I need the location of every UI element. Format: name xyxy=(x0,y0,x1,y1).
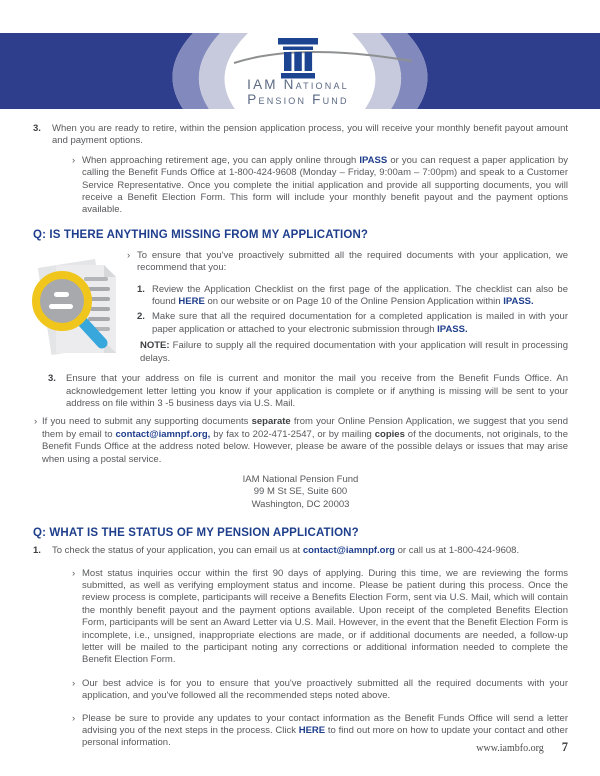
text-segment: on our website or on Page 10 of the Online Pension Application within xyxy=(204,296,504,308)
text-segment: Please be sure to provide any updates to your contact information as the Benefit Funds Office will send a letter advising you of the next steps in the process. Click xyxy=(82,712,568,737)
list-number: 3. xyxy=(33,123,41,134)
list-item-checklist xyxy=(137,284,568,309)
text-segment: or you can request a paper application by calling the Benefit Funds Office at 1-800-424-9608 (Monday – Friday, 9:00am – 7:00pm) and speak to a Customer Service Representative. Once you complete the initial application and provide all supporting documents, you will receive a Benefit Election Form. This form will include your monthly benefit payout and the payment options available. xyxy=(82,154,568,216)
page-body xyxy=(33,123,568,750)
list-number: 2. xyxy=(137,311,145,323)
text-segment: from your Online Pension Application, we suggest that you send them by email to xyxy=(42,416,568,440)
question-heading-missing: Q: IS THERE ANYTHING MISSING FROM MY APPLICATION? xyxy=(33,228,369,241)
bullet-marker: › xyxy=(127,249,131,261)
text-segment: If you need to submit any supporting documents xyxy=(42,416,252,428)
text-segment: Review the Application Checklist on the first page of the application. The checklist can also be found xyxy=(152,283,568,308)
band-left xyxy=(0,33,193,109)
bullet-marker: › xyxy=(72,677,76,689)
page-number: 7 xyxy=(561,740,568,754)
text-segment: Failure to supply all the required documentation with your application will result in processing delays. xyxy=(140,340,568,364)
document-magnifier-icon xyxy=(28,255,130,361)
bullet-best-advice xyxy=(72,678,568,703)
text-segment: Most status inquiries occur within the first 90 days of applying. During this time, we are reviewing the forms submitted, as well as verifying employment status and income. Please be patient during this process. Once the review process is complete, participants will receive a Benefits Election Form, sent via U.S. Mail, which will contain the monthly benefit payout and the payment options available. Upon receipt of the completed Benefits Election Form, participants will be sent an Award Letter via U.S. Mail. However, in the event that the Benefit Election Form is incomplete, i.e., unsigned, inappropriate elections are made, or if additional documents are needed, a follow-up letter will be mailed to the participant noting any corrections or additional information needed to complete the Benefit Election Form. xyxy=(82,567,568,666)
bullet-status-inquiries xyxy=(72,568,568,667)
list-item-documentation xyxy=(137,311,568,336)
bullet-text xyxy=(42,416,568,466)
list-item-address-on-file xyxy=(48,373,568,410)
text-segment: or call us at 1-800-424-9608. xyxy=(394,545,520,557)
question-heading-status: Q: WHAT IS THE STATUS OF MY PENSION APPLICATION? xyxy=(33,527,359,540)
inline-link[interactable]: HERE xyxy=(298,725,326,737)
note-paragraph xyxy=(140,340,568,365)
text-segment: When you are ready to retire, within the pension application process, you will receive your monthly benefit payout amount and payment options. xyxy=(52,123,568,147)
bullet-marker: › xyxy=(34,416,38,428)
footer-website-link[interactable]: www.iambfo.org xyxy=(476,743,544,754)
band-right xyxy=(407,33,600,109)
section-anything-missing xyxy=(33,229,568,410)
text-segment: NOTE: xyxy=(140,340,170,352)
bullet-text xyxy=(82,678,568,703)
list-number: 3. xyxy=(48,373,56,385)
text-segment: When approaching retirement age, you can apply online through xyxy=(82,154,360,166)
header-banner xyxy=(0,33,600,109)
inline-link[interactable]: HERE xyxy=(178,296,205,308)
text-segment: Ensure that your address on file is current and monitor the mail you receive from the Benefit Funds Office. An acknowledgement letter letting you know if your application is complete or if anything is missing will be sent to your address on file within 3 -5 business days via U.S. Mail. xyxy=(66,373,568,409)
logo-text-line1: IAM National xyxy=(247,77,349,92)
bullet-submit-documents xyxy=(34,416,568,466)
list-item-text xyxy=(52,545,568,557)
text-segment: of the documents, not originals, to the Benefit Funds Office at the address noted below. However, please be aware of the possible delays or issues that may arise when using a postal service. xyxy=(42,428,568,465)
text-segment: copies xyxy=(374,428,405,440)
list-item-text xyxy=(66,373,568,410)
list-item-check-status xyxy=(33,545,568,557)
bullet-text xyxy=(82,155,568,217)
text-segment: to find out more on how to update your contact and other personal information. xyxy=(82,725,568,749)
bullet-marker: › xyxy=(72,154,76,166)
inline-link[interactable]: IPASS. xyxy=(437,323,468,335)
column-building-icon xyxy=(278,38,318,79)
bullet-marker: › xyxy=(72,567,76,579)
page-footer xyxy=(476,740,568,755)
list-number: 1. xyxy=(137,283,145,295)
text-segment: separate xyxy=(251,416,291,428)
header-swoosh-graphic xyxy=(0,33,600,109)
address-line: 99 M St SE, Suite 600 xyxy=(253,486,348,498)
bullet-text xyxy=(82,568,568,667)
text-segment: To ensure that you've proactively submitted all the required documents with your application, we recommend that you: xyxy=(137,249,568,274)
list-item-text xyxy=(152,284,568,309)
text-segment: Make sure that all the required documentation for a completed application is mailed in with your paper application or attached to your electronic submission through xyxy=(152,311,568,335)
text-segment: by fax to 202-471-2547, or by mailing xyxy=(210,428,375,440)
list-item-retire xyxy=(33,123,568,148)
inline-link[interactable]: contact@iamnpf.org, xyxy=(115,428,211,440)
bullet-marker: › xyxy=(72,712,76,724)
logo-text-line2: Pension Fund xyxy=(247,92,349,107)
inline-link[interactable]: IPASS. xyxy=(503,296,534,308)
inline-link[interactable]: contact@iamnpf.org xyxy=(302,545,395,557)
mailing-address xyxy=(33,474,568,511)
address-line: IAM National Pension Fund xyxy=(242,473,359,485)
bullet-ensure-documents xyxy=(127,250,568,275)
address-line: Washington, DC 20003 xyxy=(251,498,350,510)
inline-link[interactable]: IPASS xyxy=(359,154,388,166)
text-segment: To check the status of your application, you can email us at xyxy=(52,545,303,557)
bullet-text xyxy=(137,250,568,275)
text-segment: Our best advice is for you to ensure that you've proactively submitted all the required documents with your application, and you've followed all the recommended steps noted above. xyxy=(82,677,568,702)
list-number: 1. xyxy=(33,545,41,557)
list-item-text xyxy=(152,311,568,336)
section-application-status xyxy=(33,527,568,750)
list-item-text xyxy=(52,123,568,148)
bullet-apply-online xyxy=(72,155,568,217)
